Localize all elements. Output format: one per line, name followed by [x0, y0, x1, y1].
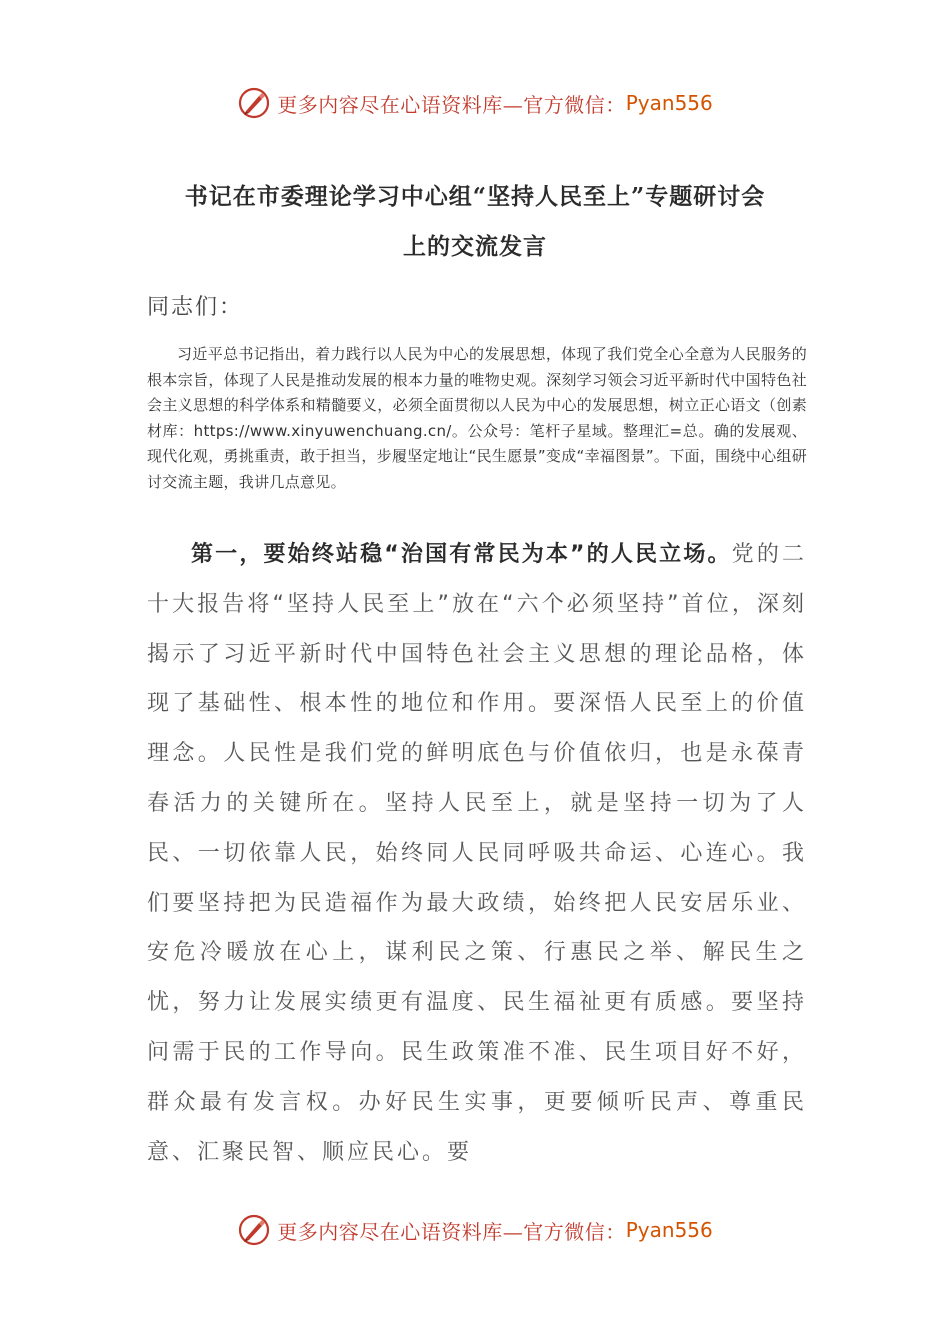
footer-watermark-banner [0, 1210, 950, 1250]
banner-slogan: 更多内容尽在心语资料库—官方微信： [277, 92, 626, 117]
banner-wechat-id: Pyan556 [625, 91, 713, 115]
section-1-text: 党的二十大报告将“坚持人民至上”放在“六个必须坚持”首位，深刻揭示了习近平新时代中国特色社会主义思想的理论品格，体现了基础性、根本性的地位和作用。要深悟人民至上的价值理念。人民性是我们党的鲜明底色与价值依归，也是永葆青春活力的关键所在。坚持人民至上，就是坚持一切为了人民、一切依靠人民，始终同人民同呼吸共命运、心连心。我们要坚持把为民造福作为最大政绩，始终把人民安居乐业、安危冷暖放在心上，谋利民之策、行惠民之举、解民生之忧，努力让发展实绩更有温度、民生福祉更有质感。要坚持问需于民的工作导向。民生政策准不准、民生项目好不好，群众最有发言权。办好民生实事，更要倾听民声、尊重民意、汇聚民智、顺应民心。要 [147, 542, 807, 1165]
greeting: 同志们： [147, 295, 244, 320]
section-1-heading: 第一，要始终站稳“治国有常民为本”的人民立场。 [191, 542, 732, 567]
document-title-line-1: 书记在市委理论学习中心组“坚持人民至上”专题研讨会 [184, 183, 766, 210]
pen-logo-icon [237, 1213, 271, 1247]
section-1-paragraph [147, 530, 807, 1177]
banner-slogan: 更多内容尽在心语资料库—官方微信： [277, 1219, 626, 1244]
header-watermark-banner [0, 83, 950, 123]
banner-wechat-id: Pyan556 [625, 1218, 713, 1242]
document-title-line-2: 上的交流发言 [403, 233, 547, 260]
pen-logo-icon [237, 86, 271, 120]
intro-paragraph: 习近平总书记指出，着力践行以人民为中心的发展思想，体现了我们党全心全意为人民服务的根本宗旨，体现了人民是推动发展的根本力量的唯物史观。深刻学习领会习近平新时代中国特色社会主义思想的科学体系和精髓要义，必须全面贯彻以人民为中心的发展思想，树立正心语文（创素材库：https://www.xinyuwenchuang.cn/。公众号：笔杆子星域。整理汇=总。确的发展观、现代化观，勇挑重责，敢于担当，步履坚定地让“民生愿景”变成“幸福图景”。下面，围绕中心组研讨交流主题，我讲几点意见。 [147, 345, 807, 491]
